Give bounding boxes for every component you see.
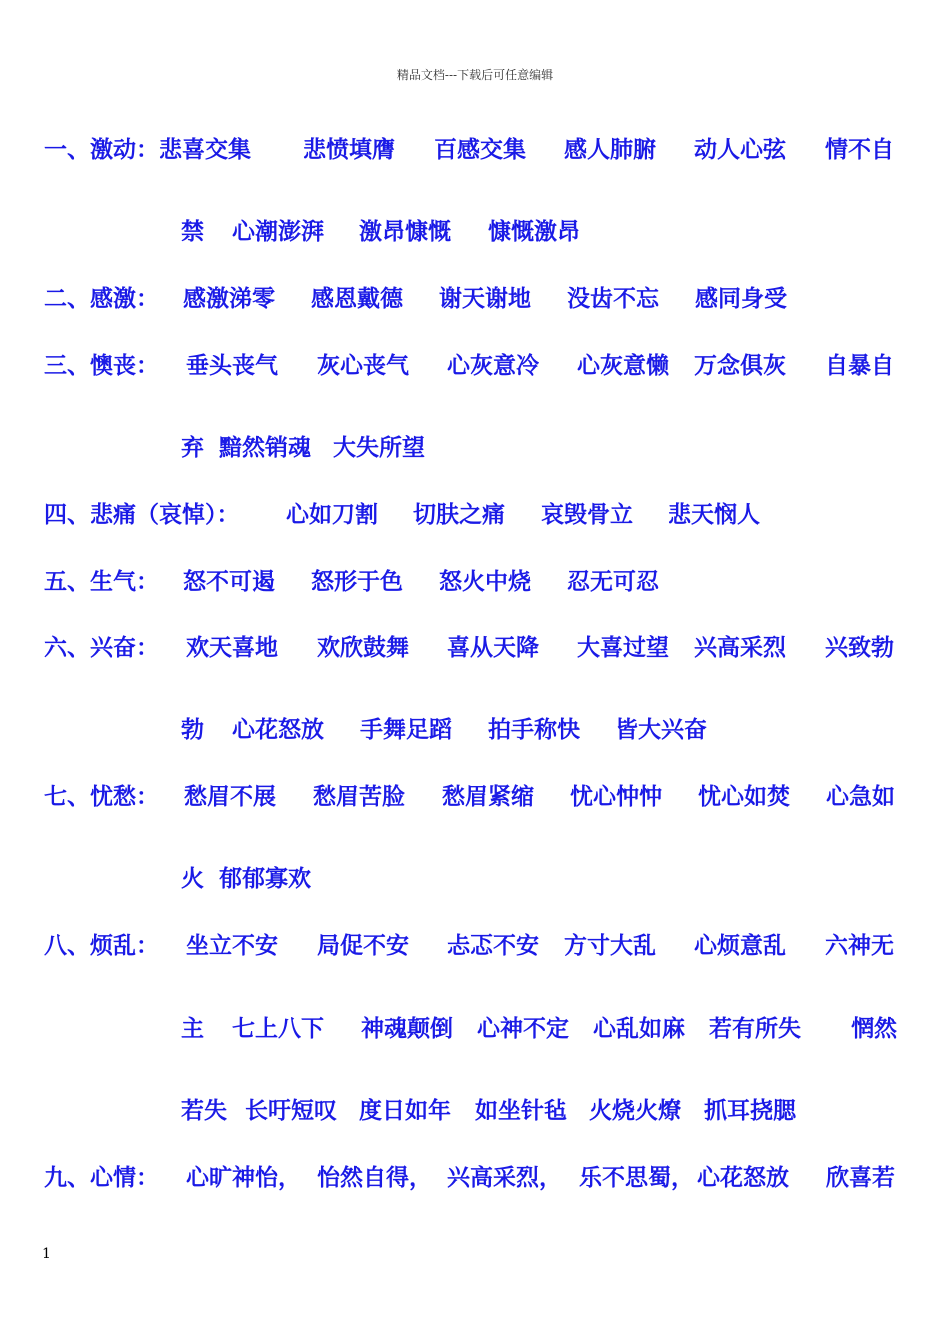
idiom: 兴高采烈， — [447, 1165, 562, 1191]
idiom: 愁眉苦脸 — [313, 784, 405, 810]
idiom: 心如刀割 — [286, 502, 378, 528]
line-fanluan-cont1 — [0, 1011, 950, 1047]
idiom: 切肤之痛 — [413, 502, 505, 528]
idiom: 方寸大乱 — [564, 933, 656, 959]
category-heading: 七、忧愁： — [44, 784, 159, 810]
line-xingfen-cont — [0, 712, 950, 748]
idiom: 谢天谢地 — [439, 286, 531, 312]
idiom: 如坐针毡 — [475, 1098, 567, 1124]
idiom: 怒火中烧 — [439, 569, 531, 595]
idiom: 度日如年 — [359, 1098, 451, 1124]
line-jidong-cont — [0, 214, 950, 250]
idiom: 心灰意冷 — [447, 353, 539, 379]
category-heading: 二、感激： — [44, 286, 159, 312]
category-heading: 四、悲痛（哀悼）： — [44, 502, 240, 528]
idiom: 愁眉紧缩 — [442, 784, 534, 810]
idiom: 没齿不忘 — [567, 286, 659, 312]
idiom: 兴致勃 — [825, 635, 894, 661]
idiom: 长吁短叹 — [245, 1098, 337, 1124]
idiom: 垂头丧气 — [186, 353, 278, 379]
idiom: 神魂颠倒 — [361, 1016, 453, 1042]
idiom: 大失所望 — [333, 435, 425, 461]
idiom: 皆大兴奋 — [615, 717, 707, 743]
idiom: 郁郁寡欢 — [219, 866, 311, 892]
idiom: 拍手称快 — [488, 717, 580, 743]
idiom: 欢天喜地 — [186, 635, 278, 661]
idiom: 手舞足蹈 — [360, 717, 452, 743]
idiom: 慷慨激昂 — [488, 219, 580, 245]
idiom: 心旷神怡， — [186, 1165, 301, 1191]
idiom: 哀毁骨立 — [541, 502, 633, 528]
idiom: 心花怒放 — [697, 1165, 789, 1191]
idiom: 若有所失 — [709, 1016, 801, 1042]
line-fanluan — [0, 928, 950, 964]
idiom: 坐立不安 — [186, 933, 278, 959]
idiom: 兴高采烈 — [694, 635, 786, 661]
line-fanluan-cont2 — [0, 1093, 950, 1129]
idiom: 万念俱灰 — [694, 353, 786, 379]
category-heading: 八、烦乱： — [44, 933, 159, 959]
idiom: 欢欣鼓舞 — [317, 635, 409, 661]
idiom: 愁眉不展 — [184, 784, 276, 810]
idiom-fragment: 若失 — [181, 1098, 227, 1124]
idiom: 心花怒放 — [232, 717, 324, 743]
category-heading: 三、懊丧： — [44, 353, 159, 379]
idiom-fragment: 勃 — [181, 717, 204, 743]
idiom: 火烧火燎 — [589, 1098, 681, 1124]
idiom-fragment: 弃 — [181, 435, 204, 461]
idiom-fragment: 主 — [181, 1016, 204, 1042]
idiom: 六神无 — [825, 933, 894, 959]
line-ganji — [0, 281, 950, 317]
idiom: 忍无可忍 — [567, 569, 659, 595]
page-header: 精品文档---下载后可任意编辑 — [396, 68, 554, 82]
idiom: 灰心丧气 — [317, 353, 409, 379]
idiom: 七上八下 — [232, 1016, 324, 1042]
idiom: 怒不可遏 — [183, 569, 275, 595]
idiom: 情不自 — [825, 137, 894, 163]
idiom: 心灰意懒 — [577, 353, 669, 379]
idiom: 心急如 — [826, 784, 895, 810]
idiom: 感激涕零 — [183, 286, 275, 312]
line-xingfen — [0, 630, 950, 666]
page-number: 1 — [42, 1246, 51, 1262]
idiom: 乐不思蜀， — [579, 1165, 694, 1191]
idiom: 心神不定 — [477, 1016, 569, 1042]
idiom: 抓耳挠腮 — [704, 1098, 796, 1124]
idiom: 自暴自 — [825, 353, 894, 379]
idiom: 动人心弦 — [694, 137, 786, 163]
line-aosang — [0, 348, 950, 384]
idiom: 百感交集 — [434, 137, 526, 163]
idiom: 忧心如焚 — [698, 784, 790, 810]
idiom: 忧心忡忡 — [570, 784, 662, 810]
idiom: 大喜过望 — [577, 635, 669, 661]
line-jidong — [0, 132, 950, 168]
category-heading: 一、激动：悲喜交集 — [44, 137, 251, 163]
idiom: 怡然自得， — [317, 1165, 432, 1191]
line-aosang-cont — [0, 430, 950, 466]
category-heading: 九、心情： — [44, 1165, 159, 1191]
line-shengqi — [0, 564, 950, 600]
idiom: 感同身受 — [695, 286, 787, 312]
line-youchou-cont — [0, 861, 950, 897]
idiom-fragment: 惘然 — [851, 1016, 897, 1042]
idiom: 悲愤填膺 — [303, 137, 395, 163]
idiom: 心烦意乱 — [694, 933, 786, 959]
idiom: 局促不安 — [317, 933, 409, 959]
idiom: 怒形于色 — [311, 569, 403, 595]
idiom: 感恩戴德 — [311, 286, 403, 312]
line-beitong — [0, 497, 950, 533]
category-heading: 五、生气： — [44, 569, 159, 595]
idiom: 欣喜若 — [826, 1165, 895, 1191]
line-youchou — [0, 779, 950, 815]
idiom: 心乱如麻 — [593, 1016, 685, 1042]
idiom: 悲天悯人 — [668, 502, 760, 528]
idiom: 激昂慷慨 — [359, 219, 451, 245]
idiom: 感人肺腑 — [564, 137, 656, 163]
line-xinqing — [0, 1160, 950, 1196]
idiom: 忐忑不安 — [447, 933, 539, 959]
idiom-fragment: 火 — [181, 866, 204, 892]
idiom: 喜从天降 — [447, 635, 539, 661]
idiom: 心潮澎湃 — [232, 219, 324, 245]
category-heading: 六、兴奋： — [44, 635, 159, 661]
idiom-fragment: 禁 — [181, 219, 204, 245]
idiom: 黯然销魂 — [219, 435, 311, 461]
